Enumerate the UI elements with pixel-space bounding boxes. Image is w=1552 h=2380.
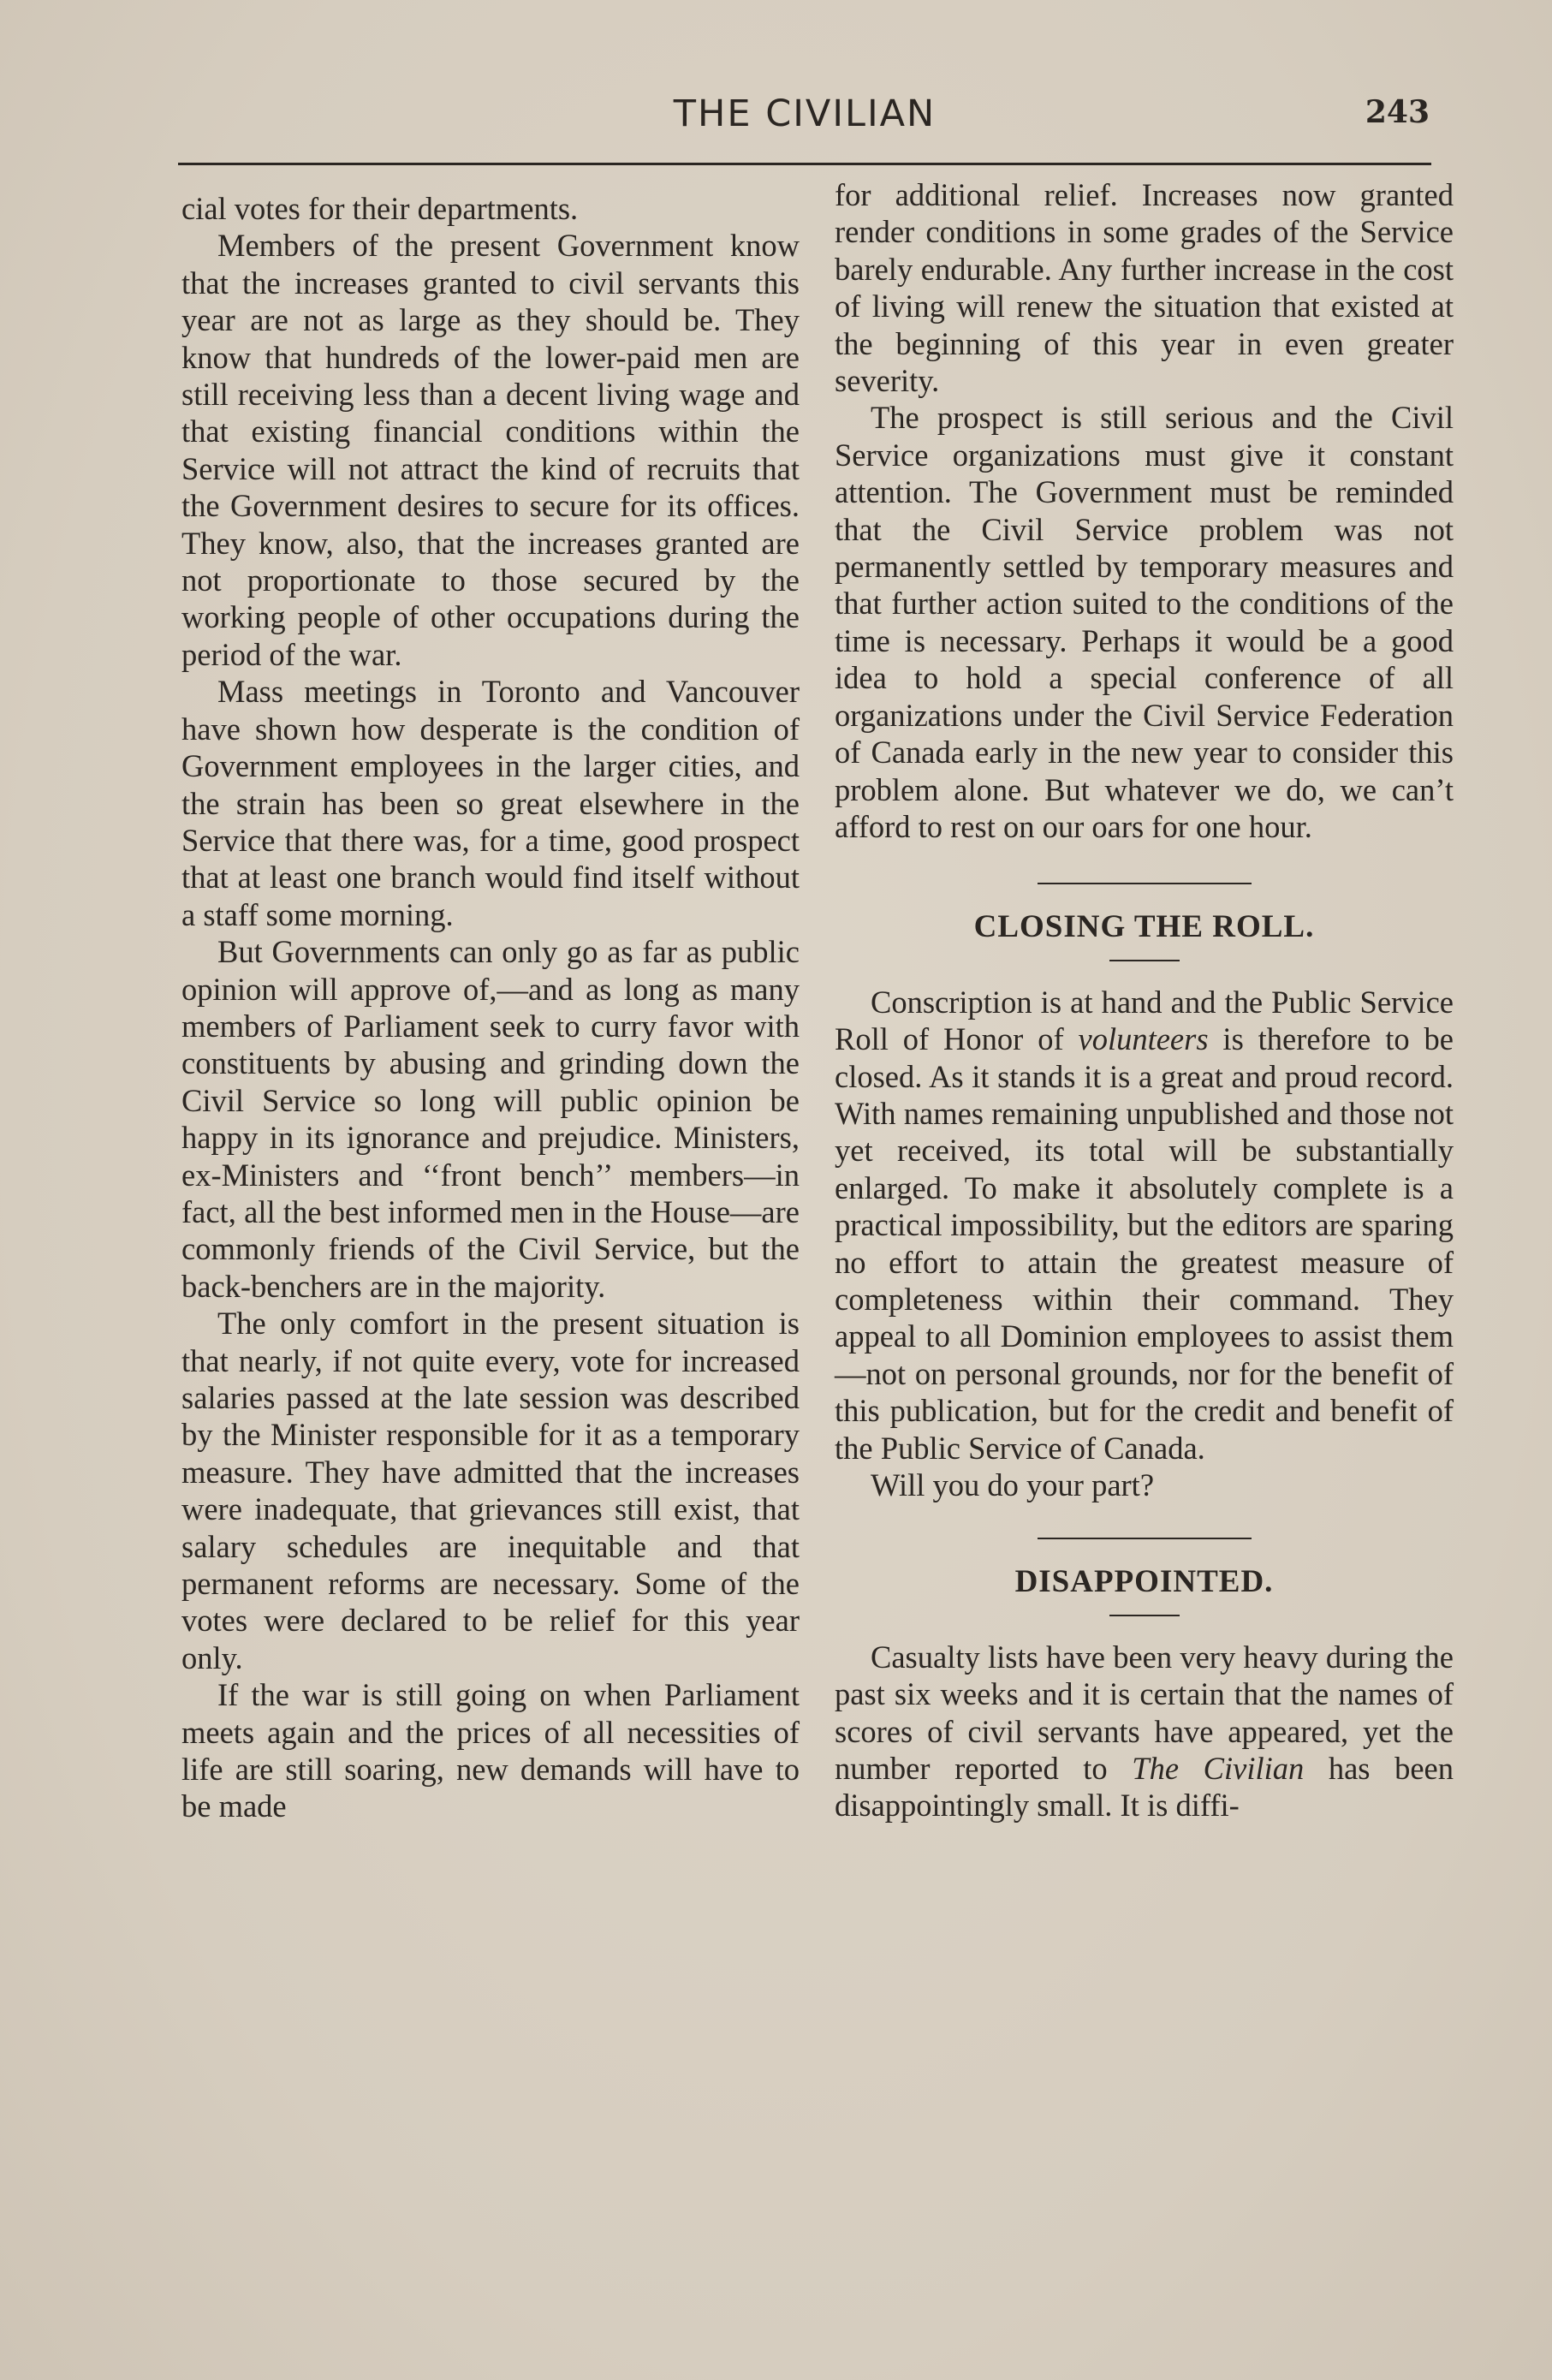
paragraph: The prospect is still serious and the Civil Service organizations must give it constant attention. The Government must be reminded that the Civil Service problem was not permanently settled by temporary measures and that further action suited to the conditions of the time is necessary. Perhaps it would be a good idea to hold a special conference of all organizations under the Civil Service Federation of Canada early in the new year to consider this problem alone. But whatever we do, we can’t afford to rest on our oars for one hour. xyxy=(835,400,1454,844)
text-run: is therefore to be closed. As it stands it is a great and proud record. With names remaining unpublished and those not yet received, its total will be substantially enlarged. To make it absolutely complete is a practical impossibility, but the editors are sparing no effort to attain the greatest measure of completeness within their command. They appeal to all Dominion employees to assist them —not on personal grounds, nor for the benefit of this publication, but for the credit and benefit of the Public Service of Canada. xyxy=(835,1021,1454,1466)
header-rule xyxy=(178,163,1431,165)
paragraph: If the war is still going on when Parliament meets again and the prices of all necessities of life are still soaring, new demands will have to be made xyxy=(181,1677,800,1824)
left-column xyxy=(181,190,800,1825)
paragraph xyxy=(835,1639,1454,1824)
paragraph: Will you do your part? xyxy=(871,1467,1155,1502)
section-heading-disappointed: DISAPPOINTED. xyxy=(1014,1564,1274,1600)
paragraph: But Governments can only go as far as public opinion will approve of,—and as long as many members of Parliament seek to curry favor with constituents by abusing and grinding down the Civil Service so long will public opinion be happy in its ignorance and prejudice. Ministers, ex-Ministers and ‘‘front bench’’ members—in fact, all the best informed men in the House—are commonly friends of the Civil Service, but the back-benchers are in the majority. xyxy=(181,934,800,1304)
paragraph: Members of the present Government know that the increases granted to civil servants this year are not as large as they should be. They know that hundreds of the lower-paid men are still receiving less than a decent living wage and that existing financial conditions within the Service will not attract the kind of recruits that the Government desires to secure for its offices. They know, also, that the increases granted are not proportionate to those secured by the working people of other occupations during the period of the war. xyxy=(181,228,800,672)
section-divider xyxy=(1038,1538,1252,1539)
section-divider xyxy=(1038,883,1252,884)
page-header xyxy=(180,92,1430,144)
paragraph xyxy=(835,984,1454,1467)
paragraph: The only comfort in the present situation is that nearly, if not quite every, vote for increased salaries passed at the late session was described by the Minister responsible for it as a temporary measure. They have admitted that the increases were inadequate, that grievances still exist, that salary schedules are inequitable and that permanent reforms are necessary. Some of the votes were declared to be relief for this year only. xyxy=(181,1306,800,1675)
page-number: 243 xyxy=(1365,94,1430,130)
italic-text: volunteers xyxy=(1078,1021,1209,1057)
right-column xyxy=(835,176,1454,1824)
running-title: THE CIVILIAN xyxy=(673,92,937,135)
text-run: Conscription is at hand and the Public Service Roll of Honor of xyxy=(835,984,1454,1057)
paragraph: cial votes for their departments. xyxy=(181,191,579,226)
paragraph: Mass meetings in Toronto and Vancouver have shown how desperate is the condition of Government employees in the larger cities, and the strain has been so great elsewhere in the Service that there was, for a time, good prospect that at least one branch would find itself without a staff some morning. xyxy=(181,674,800,932)
text-run: Casualty lists have been very heavy during the past six weeks and it is certain that the names of scores of civil servants have appeared, yet the number reported to xyxy=(835,1639,1454,1787)
section-heading-closing-the-roll: CLOSING THE ROLL. xyxy=(973,909,1315,945)
italic-text: The Civilian xyxy=(1132,1751,1305,1787)
heading-underline xyxy=(1109,960,1180,961)
heading-underline xyxy=(1109,1615,1180,1616)
text-run: has been disappointingly small. It is diffi- xyxy=(835,1751,1454,1824)
paragraph: for additional relief. Increases now granted render conditions in some grades of the Service barely endurable. Any further increase in the cost of living will renew the situation that existed at the beginning of this year in even greater severity. xyxy=(835,177,1454,399)
